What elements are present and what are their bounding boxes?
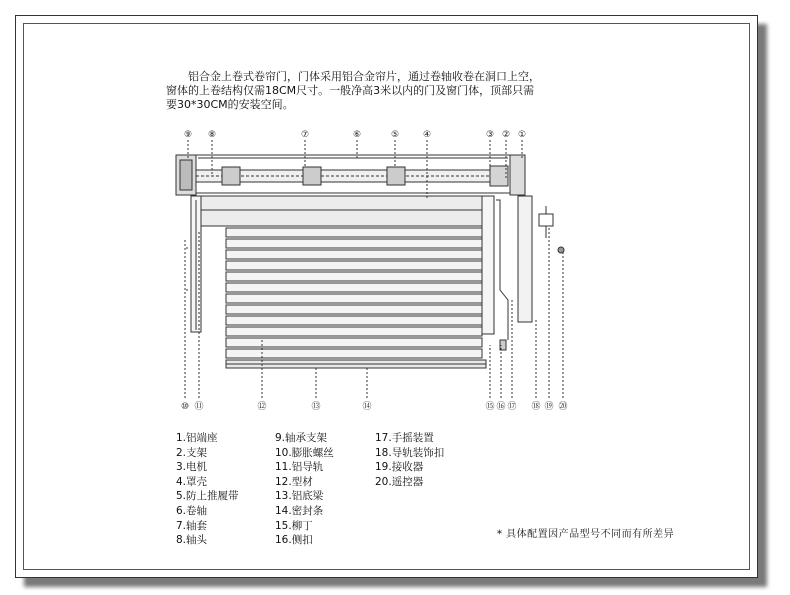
door-slat — [226, 349, 482, 358]
callout-number: ⑨ — [183, 130, 193, 140]
callout-number: ② — [501, 130, 511, 140]
motor — [490, 166, 508, 186]
callout-number: ⑱ — [531, 402, 541, 412]
legend-item: 8.轴头 — [176, 534, 208, 547]
description-line-2: 窗体的上卷结构仅需18CM尺寸。一般净高3米以内的门及窗门体，顶部只需 — [166, 84, 535, 97]
callout-number: ⑯ — [496, 402, 506, 412]
door-slat — [226, 338, 482, 347]
legend-column-1 — [176, 431, 239, 548]
door-slat — [226, 228, 482, 237]
configuration-note: * 具体配置因产品型号不同而有所差异 — [497, 529, 675, 540]
door-slat — [226, 272, 482, 281]
callout-number: ③ — [485, 130, 495, 140]
legend-item: 7.轴套 — [176, 519, 208, 532]
legend-item: 12.型材 — [275, 475, 313, 488]
bottom-callouts — [181, 401, 568, 412]
legend-item: 5.防上推履带 — [176, 490, 239, 503]
door-slat — [226, 316, 482, 325]
callout-number: ⑧ — [207, 130, 217, 140]
callout-number: ④ — [422, 130, 432, 140]
top-callouts — [184, 130, 526, 140]
shaft-sleeve-2 — [303, 167, 321, 185]
hand-crank-rod — [496, 200, 508, 340]
callout-number: ⑩ — [180, 402, 190, 412]
callout-number: ⑰ — [507, 402, 517, 412]
callout-number: ⑤ — [390, 130, 400, 140]
legend-item: 18.导轨装饰扣 — [375, 446, 445, 459]
door-slat — [226, 239, 482, 248]
callout-number: ⑮ — [485, 402, 495, 412]
door-slat — [226, 250, 482, 259]
legend-item: 4.罩壳 — [176, 475, 208, 488]
legend-item: 20.遥控器 — [375, 475, 424, 488]
shaft-sleeve-1 — [222, 167, 240, 185]
legend-item: 16.侧扣 — [275, 534, 313, 547]
legend-item: 19.接收器 — [375, 461, 424, 474]
legend-item: 14.密封条 — [275, 504, 324, 517]
side-bracket — [518, 196, 532, 322]
legend-item: 13.铝底梁 — [275, 490, 324, 503]
legend-item: 9.轴承支架 — [275, 432, 328, 444]
description-line-1: 铝合金上卷式卷帘门，门体采用铝合金帘片，通过卷轴收卷在洞口上空， — [188, 70, 540, 83]
door-slat — [226, 305, 482, 314]
door-slat — [226, 294, 482, 303]
legend-item: 10.膨胀螺丝 — [275, 446, 334, 459]
legend-item: 11.铝导轨 — [275, 461, 324, 474]
door-slat — [226, 261, 482, 270]
shaft-sleeve-3 — [387, 167, 405, 185]
receiver — [539, 214, 553, 226]
legend-item: 1.铝端座 — [176, 432, 218, 444]
description-line-3: 要30*30CM的安装空间。 — [166, 98, 294, 111]
callout-number: ⑭ — [362, 402, 372, 412]
door-slat — [226, 283, 482, 292]
callout-number: ⑲ — [544, 402, 554, 412]
legend-item: 2.支架 — [176, 446, 208, 459]
right-end-seat — [510, 155, 525, 195]
callout-number: ⑦ — [300, 130, 310, 140]
right-guide-rail — [482, 196, 494, 334]
callout-number: ⑫ — [257, 402, 267, 412]
legend-item: 15.柳丁 — [275, 519, 313, 532]
legend-column-3 — [375, 431, 444, 489]
legend-item: 17.手摇装置 — [375, 432, 434, 444]
callout-number: ⑳ — [558, 402, 568, 412]
callout-number: ⑬ — [311, 402, 321, 412]
left-end-seat-inner — [180, 160, 192, 190]
legend-column-2 — [275, 431, 334, 548]
cover-box — [196, 196, 482, 226]
callout-number: ⑥ — [352, 130, 362, 140]
door-slat — [226, 327, 482, 336]
callout-number: ① — [517, 130, 527, 140]
legend-item: 3.电机 — [176, 461, 208, 474]
legend-item: 6.卷轴 — [176, 504, 208, 517]
callout-number: ⑪ — [194, 402, 204, 412]
door-slats — [226, 228, 482, 358]
